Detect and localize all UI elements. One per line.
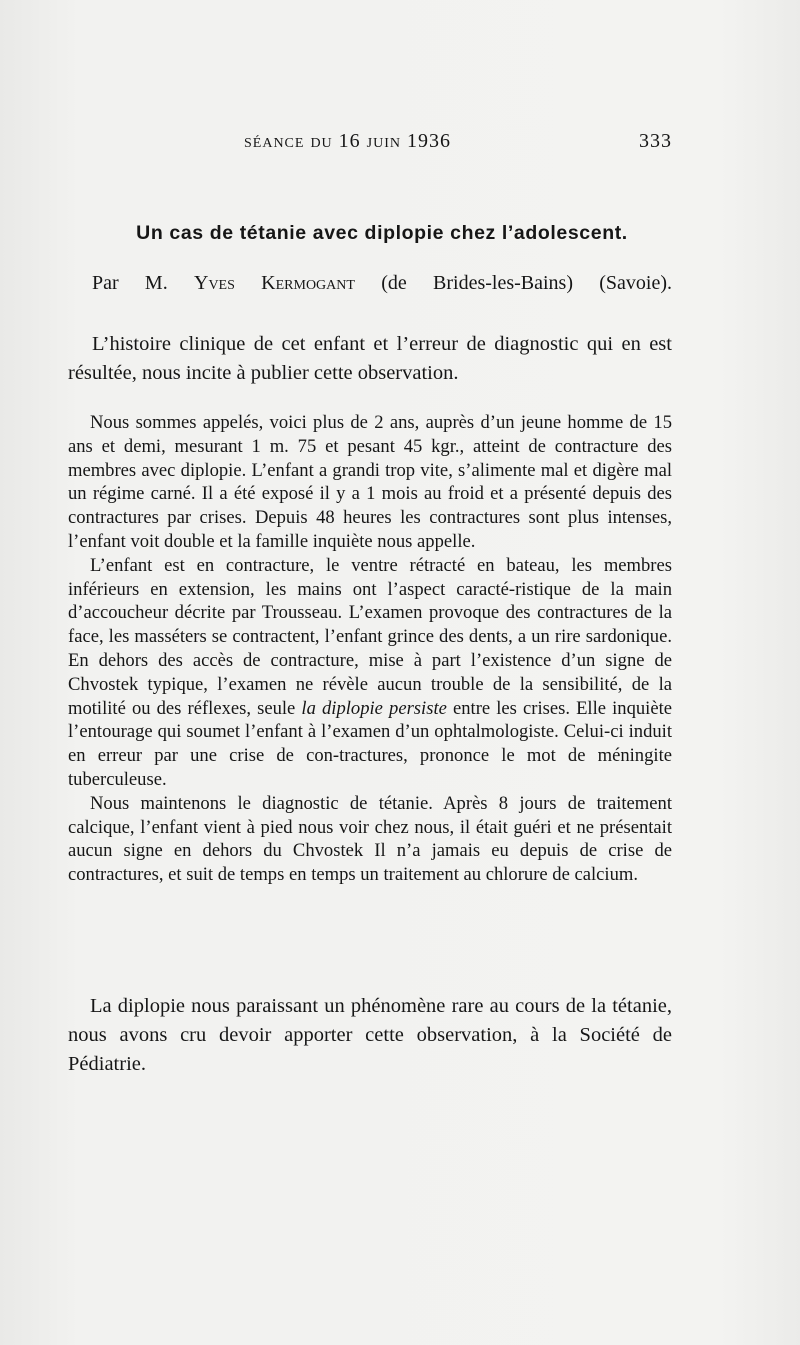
running-header — [92, 130, 672, 160]
author-name: Yves Kermogant — [194, 272, 355, 294]
byline-prefix: Par M. — [92, 272, 168, 294]
conclusion-paragraph: La diplopie nous paraissant un phénomène rare au cours de la tétanie, nous avons cru devoir apporter cette observation, à la Société de Pédiatrie. — [68, 995, 672, 1075]
conclusion — [68, 992, 672, 1079]
case-paragraph-2 — [68, 554, 672, 792]
case-paragraph-1: Nous sommes appelés, voici plus de 2 ans, auprès d’un jeune homme de 15 ans et demi, mesurant 1 m. 75 et pesant 45 kgr., atteint de contracture des membres avec diplopie. L’enfant a grandi trop vite, s’alimente mal et digère mal un régime carné. Il a été exposé il y a 1 mois au froid et a présenté depuis des contractures par crises. Depuis 48 heures les contractures sont plus intenses, l’enfant voit double et la famille inquiète nous appelle. — [68, 412, 672, 552]
author-affiliation: (de Brides-les-Bains) (Savoie). — [381, 272, 673, 294]
byline — [92, 272, 672, 295]
case-paragraph-3: Nous maintenons le diagnostic de tétanie. Après 8 jours de traitement calcique, l’enfant vient à pied nous voir chez nous, il était guéri et ne présentait aucun signe en dehors du Chvostek Il n’a jamais eu depuis de crise de contractures, et suit de temps en temps un traitement au chlorure de calcium. — [68, 792, 672, 886]
case-report — [68, 411, 672, 887]
running-title: séance du 16 juin 1936 — [244, 130, 451, 152]
article-title: Un cas de tétanie avec diplopie chez l’adolescent. — [136, 222, 628, 244]
case-paragraph-2-tail: entre les crises. Elle inquiète l’entourage qui soumet l’enfant à l’examen d’un ophtalmologiste. Celui-ci induit en erreur par une crise de con-tractures, prononce le mot de méningite tuberculeuse. — [68, 697, 673, 790]
introduction — [68, 330, 672, 388]
case-paragraph-2-text: L’enfant est en contracture, le ventre rétracté en bateau, les membres inférieurs en extension, les mains ont l’aspect caracté-ristique de la main d’accoucheur décrite par Trousseau. L’examen provoque des contractures de la face, les masséters se contractent, l’enfant grince des dents, a un rire sardonique. En dehors des accès de contracture, mise à part l’existence d’un signe de Chvostek typique, l’examen ne révèle aucun trouble de la sensibilité, de la motilité ou des réflexes, seule — [68, 554, 672, 719]
page-number: 333 — [639, 130, 672, 152]
intro-paragraph: L’histoire clinique de cet enfant et l’erreur de diagnostic qui en est résultée, nous incite à publier cette observation. — [68, 333, 672, 384]
emphasis-diplopie: la diplopie persiste — [301, 697, 447, 719]
